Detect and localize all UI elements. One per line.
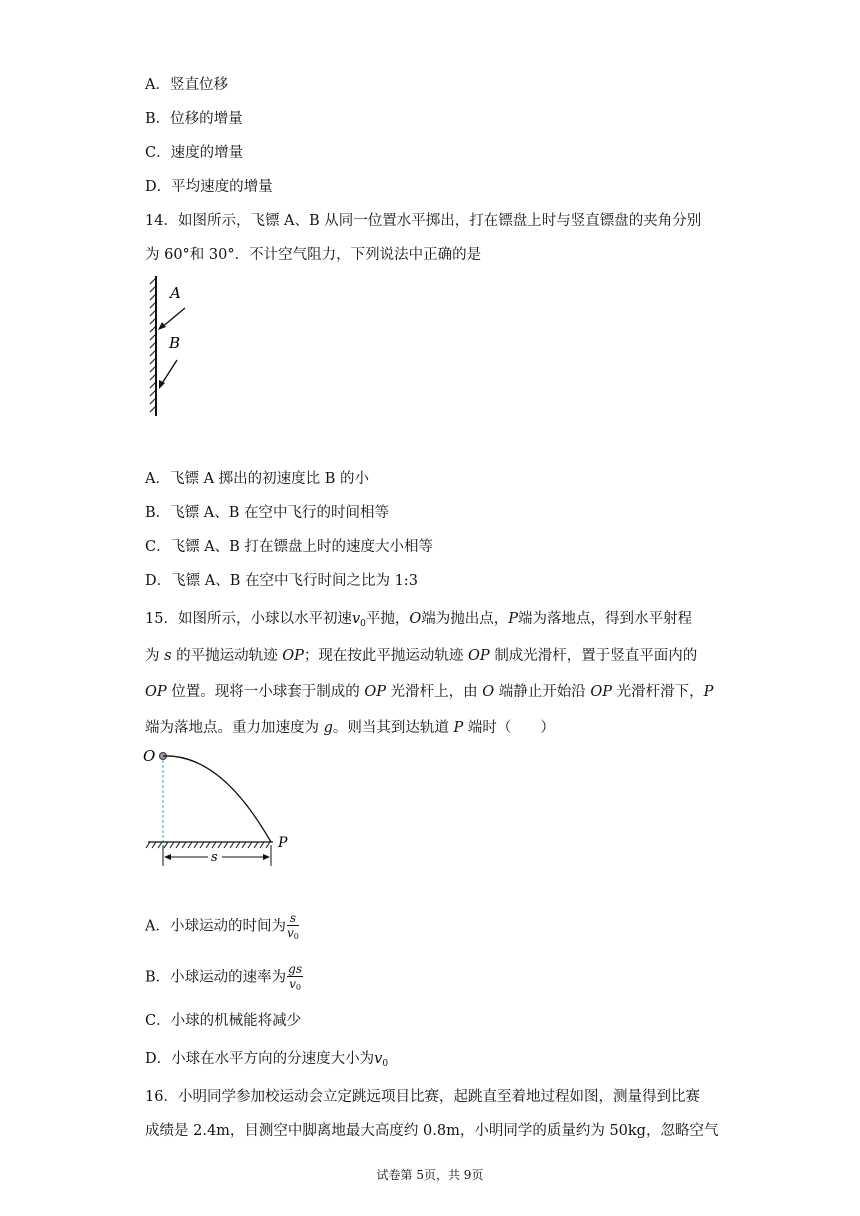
q15-stem-line3: OP 位置。现将一小球套于制成的 OP 光滑杆上，由 O 端静止开始沿 OP 光滑杆滑下，P — [145, 684, 714, 700]
fraction-s-over-v0: $\frac{s}{v_0}$ — [286, 911, 299, 941]
label-b: B — [169, 334, 181, 352]
q16-stem-line2: 成绩是 2.4m，目测空中脚离地最大高度约 0.8m，小明同学的质量约为 50kg，忽略空气 — [145, 1123, 719, 1139]
q14-dartboard-figure — [140, 270, 200, 420]
q13-option-a: A．竖直位移 — [145, 77, 228, 93]
q15-trajectory-figure — [140, 742, 300, 867]
page-footer: 试卷第 5页，共 9页 — [376, 1168, 484, 1182]
q14-option-d: D．飞镖 A、B 在空中飞行时间之比为 1:3 — [145, 573, 418, 589]
label-o: O — [143, 747, 156, 765]
q15-option-d: D．小球在水平方向的分速度大小为$v_0$ — [145, 1051, 389, 1069]
dart-a-arrow — [158, 308, 185, 330]
q14-option-c: C．飞镖 A、B 打在镖盘上时的速度大小相等 — [145, 539, 433, 555]
q14-stem-line1: 14．如图所示，飞镖 A、B 从同一位置水平掷出，打在镖盘上时与竖直镖盘的夹角分别 — [145, 213, 702, 229]
range-dimension — [163, 845, 271, 866]
q15-stem-line4: 端为落地点。重力加速度为 g。则当其到达轨道 P 端时（ ） — [145, 720, 555, 736]
label-p: P — [278, 835, 288, 851]
q13-option-c: C．速度的增量 — [145, 145, 244, 161]
dart-b-arrow — [159, 360, 177, 389]
q15-stem-line1: 15．如图所示，小球以水平初速$v_0$平抛，O端为抛出点，P端为落地点，得到水平射程 — [145, 611, 693, 629]
q15-option-c: C．小球的机械能将减少 — [145, 1013, 302, 1029]
q16-stem-line1: 16．小明同学参加校运动会立定跳远项目比赛，起跳直至着地过程如图，测量得到比赛 — [145, 1089, 700, 1105]
label-s: s — [211, 850, 218, 865]
q13-option-b: B．位移的增量 — [145, 111, 243, 127]
q14-option-a: A．飞镖 A 掷出的初速度比 B 的小 — [145, 471, 370, 487]
q15-option-b: B．小球运动的速率为 $\frac{gs}{v_0}$ — [145, 962, 302, 992]
q14-option-b: B．飞镖 A、B 在空中飞行的时间相等 — [145, 505, 389, 521]
trajectory-curve — [163, 756, 271, 842]
q14-stem-line2: 为 60°和 30°．不计空气阻力，下列说法中正确的是 — [145, 247, 482, 263]
q15-option-a: A．小球运动的时间为 $\frac{s}{v_0}$ — [145, 911, 299, 941]
q13-option-d: D．平均速度的增量 — [145, 179, 273, 195]
label-a: A — [170, 284, 181, 302]
q15-stem-line2: 为 s 的平抛运动轨迹 OP；现在按此平抛运动轨迹 OP 制成光滑杆，置于竖直平面内的 — [145, 648, 698, 664]
fraction-gs-over-v0: $\frac{gs}{v_0}$ — [288, 962, 302, 992]
